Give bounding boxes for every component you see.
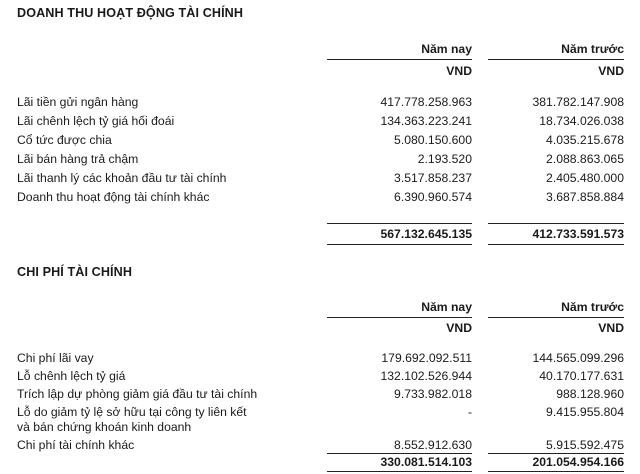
revenue-col-current-header: Năm nay xyxy=(421,42,472,56)
revenue-row-label: Lãi chênh lệch tỷ giá hối đoái xyxy=(17,114,175,128)
expense-header-divider-current xyxy=(327,317,472,318)
expense-currency-current: VND xyxy=(446,321,472,335)
revenue-total-current: 567.132.645.135 xyxy=(380,227,472,241)
revenue-currency-previous: VND xyxy=(598,64,624,78)
revenue-row-label: Lãi thanh lý các khoản đầu tư tài chính xyxy=(17,171,227,185)
revenue-row-current: 3.517.858.237 xyxy=(394,171,472,185)
expense-row-current: - xyxy=(467,405,472,419)
expense-total-bottom-rule-previous xyxy=(488,471,624,472)
revenue-row-previous: 2.405.480.000 xyxy=(546,171,624,185)
expense-row-label: Lỗ chênh lệch tỷ giá xyxy=(17,369,126,383)
revenue-row-current: 2.193.520 xyxy=(417,152,472,166)
expense-row-current: 9.733.982.018 xyxy=(394,387,472,401)
revenue-currency-current: VND xyxy=(446,64,472,78)
revenue-row-previous: 18.734.026.038 xyxy=(539,114,624,128)
revenue-row-label: Cổ tức được chia xyxy=(17,133,112,147)
expense-total-bottom-rule-current xyxy=(327,471,472,472)
expense-col-current-header: Năm nay xyxy=(421,300,472,314)
expense-row-label: Trích lập dự phòng giảm giá đầu tư tài chính xyxy=(17,387,258,401)
revenue-header-divider-previous xyxy=(488,59,624,60)
revenue-header-divider-current xyxy=(327,59,472,60)
revenue-row-label: Doanh thu hoạt động tài chính khác xyxy=(17,190,210,204)
revenue-row-current: 6.390.960.574 xyxy=(394,190,472,204)
expense-header-divider-previous xyxy=(488,317,624,318)
revenue-total-previous: 412.733.591.573 xyxy=(532,227,624,241)
revenue-col-previous-header: Năm trước xyxy=(561,42,624,56)
revenue-row-current: 5.080.150.600 xyxy=(394,133,472,147)
expense-row-current: 179.692.092.511 xyxy=(381,351,472,365)
expense-total-current: 330.081.514.103 xyxy=(380,455,472,469)
expense-row-label-continued: và bán chứng khoán kinh doanh xyxy=(17,420,192,434)
revenue-section-title: DOANH THU HOẠT ĐỘNG TÀI CHÍNH xyxy=(17,6,244,20)
expense-total-top-rule-current xyxy=(327,453,472,454)
expense-row-previous: 9.415.955.804 xyxy=(546,405,624,419)
revenue-row-current: 134.363.223.241 xyxy=(380,114,472,128)
revenue-row-previous: 381.782.147.908 xyxy=(532,95,624,109)
expense-currency-previous: VND xyxy=(598,321,624,335)
expense-col-previous-header: Năm trước xyxy=(561,300,624,314)
revenue-total-top-rule-current xyxy=(327,223,472,224)
revenue-total-bottom-rule-previous xyxy=(488,244,624,245)
expense-row-previous: 40.170.177.631 xyxy=(539,369,624,383)
expense-row-previous: 5.915.592.475 xyxy=(546,438,624,452)
revenue-total-top-rule-previous xyxy=(488,223,624,224)
expense-row-current: 132.102.526.944 xyxy=(380,369,472,383)
expense-row-current: 8.552.912.630 xyxy=(394,438,472,452)
expense-row-previous: 988.128.960 xyxy=(556,387,624,401)
revenue-row-label: Lãi bán hàng trả chậm xyxy=(17,152,139,166)
expense-section-title: CHI PHÍ TÀI CHÍNH xyxy=(17,265,133,279)
expense-row-label: Chi phí tài chính khác xyxy=(17,438,135,452)
revenue-total-bottom-rule-current xyxy=(327,244,472,245)
expense-total-top-rule-previous xyxy=(488,453,624,454)
revenue-row-previous: 2.088.863.065 xyxy=(546,152,624,166)
revenue-row-label: Lãi tiền gửi ngân hàng xyxy=(17,95,139,109)
expense-total-previous: 201.054.954.166 xyxy=(532,455,624,469)
expense-row-previous: 144.565.099.296 xyxy=(532,351,624,365)
expense-row-label: Chi phí lãi vay xyxy=(17,351,94,365)
revenue-row-current: 417.778.258.963 xyxy=(380,95,472,109)
revenue-row-previous: 4.035.215.678 xyxy=(546,133,624,147)
revenue-row-previous: 3.687.858.884 xyxy=(546,190,624,204)
expense-row-label: Lỗ do giảm tỷ lệ sở hữu tại công ty liên kết xyxy=(17,405,247,419)
